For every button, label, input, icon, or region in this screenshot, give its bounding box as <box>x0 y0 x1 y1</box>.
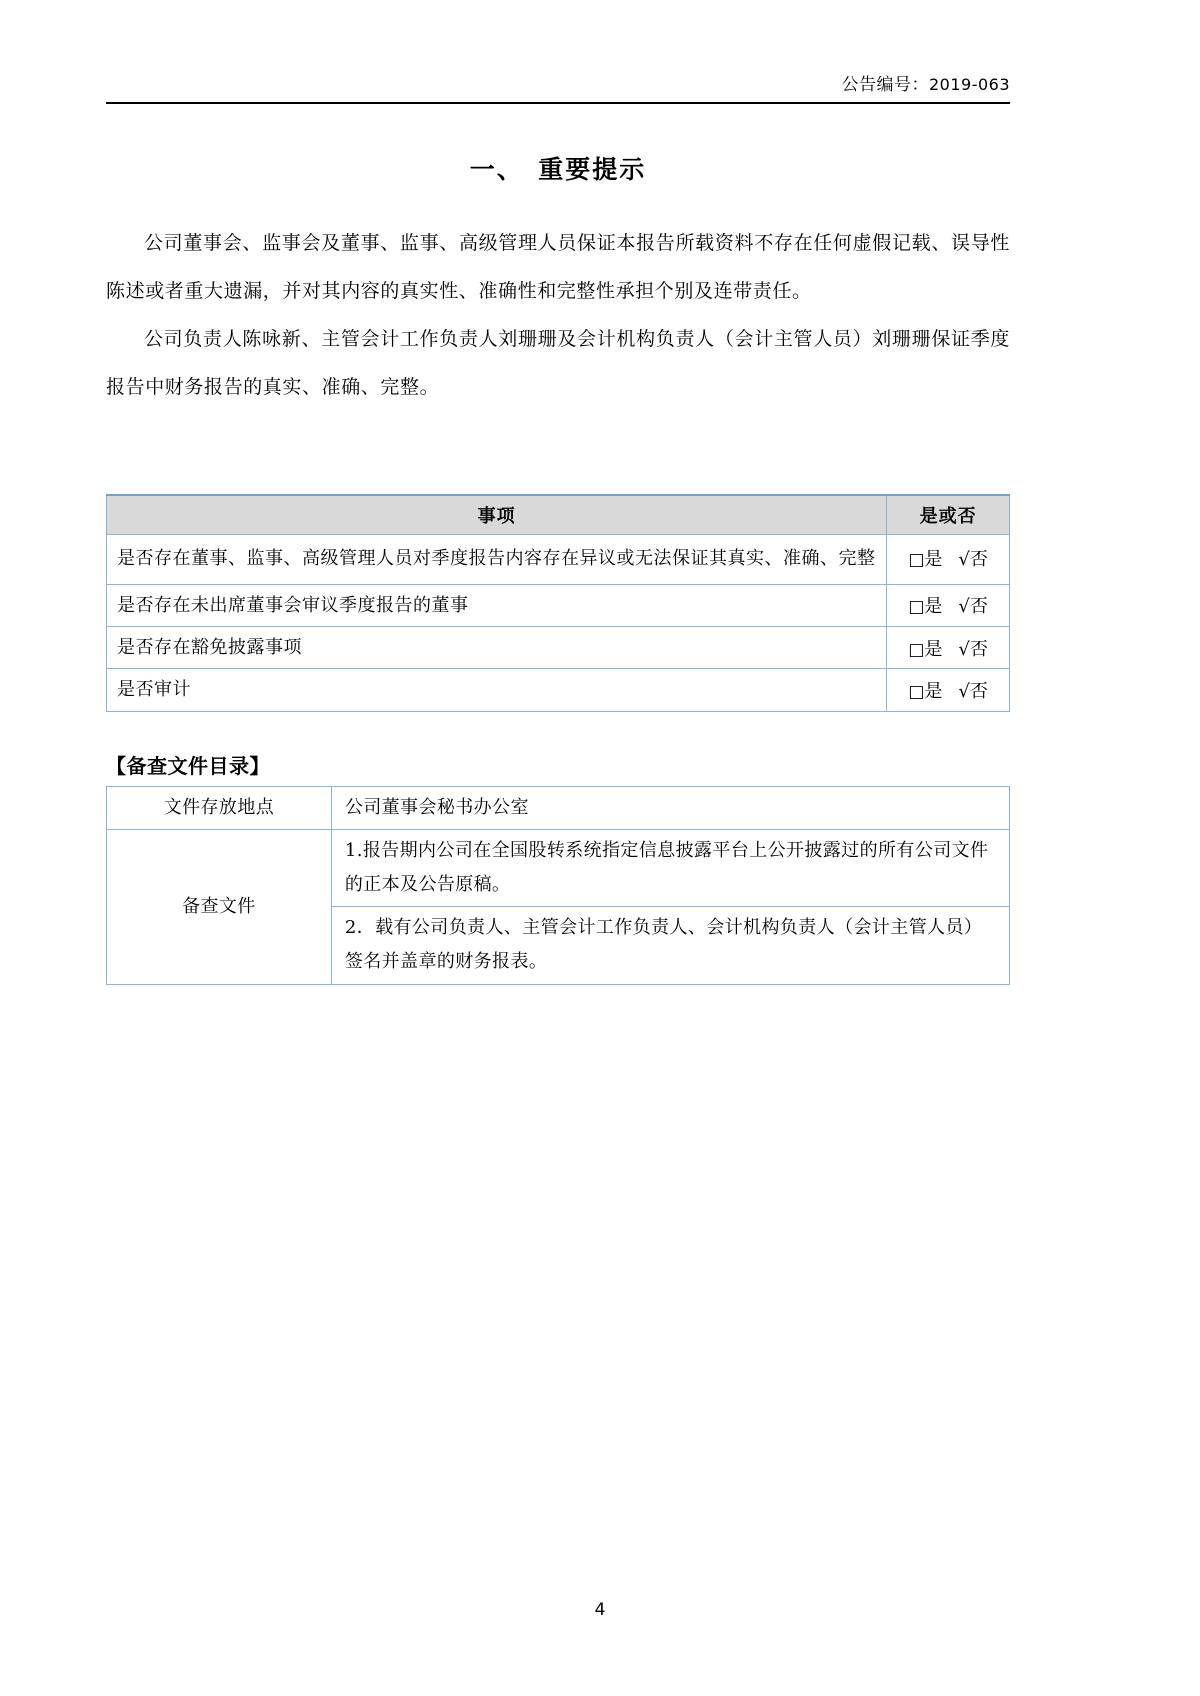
yes-label: 是 <box>924 681 943 703</box>
matter-item: 是否存在未出席董事会审议季度报告的董事 <box>107 584 887 626</box>
files-label: 备查文件 <box>107 829 332 984</box>
location-value: 公司董事会秘书办公室 <box>331 786 1009 829</box>
no-label: 否 <box>969 638 988 660</box>
doc-number: 2019-063 <box>928 75 1010 94</box>
table-row <box>107 669 1010 711</box>
checkbox-unchecked-icon: □ <box>908 550 925 571</box>
paragraph-guarantee: 公司董事会、监事会及董事、监事、高级管理人员保证本报告所载资料不存在任何虚假记载、误导性陈述或者重大遗漏，并对其内容的真实性、准确性和完整性承担个别及连带责任。 <box>106 232 1010 302</box>
checkbox-unchecked-icon: □ <box>908 639 925 660</box>
matter-item: 是否审计 <box>107 669 887 711</box>
no-label: 否 <box>969 549 988 571</box>
matters-table-header-row <box>107 495 1010 535</box>
yes-label: 是 <box>924 638 943 660</box>
paragraph-responsible-persons: 公司负责人陈咏新、主管会计工作负责人刘珊珊及会计机构负责人（会计主管人员）刘珊珊保证季度报告中财务报告的真实、准确、完整。 <box>106 327 1010 398</box>
matter-item: 是否存在豁免披露事项 <box>107 627 887 669</box>
answer-cell <box>887 627 1010 669</box>
matter-item: 是否存在董事、监事、高级管理人员对季度报告内容存在异议或无法保证其真实、准确、完整 <box>107 534 887 584</box>
checkmark-icon: √ <box>958 681 970 703</box>
column-header-answer: 是或否 <box>887 495 1010 535</box>
body-text <box>106 220 1010 412</box>
page-number: 4 <box>594 1600 606 1620</box>
table-row <box>107 627 1010 669</box>
answer-cell <box>887 669 1010 711</box>
doc-number-label: 公告编号： <box>841 75 929 95</box>
doc-header <box>106 70 1010 104</box>
location-label: 文件存放地点 <box>107 786 332 829</box>
reference-files-table <box>106 786 1010 985</box>
yes-label: 是 <box>924 596 943 618</box>
table-row <box>107 534 1010 584</box>
table-row <box>107 786 1010 829</box>
checkmark-icon: √ <box>958 638 970 660</box>
page-title: 一、 重要提示 <box>469 155 647 184</box>
matters-table <box>106 494 1010 712</box>
checkbox-unchecked-icon: □ <box>908 597 925 618</box>
file-item: 1.报告期内公司在全国股转系统指定信息披露平台上公开披露过的所有公司文件的正本及公告原稿。 <box>331 829 1009 906</box>
answer-cell <box>887 584 1010 626</box>
no-label: 否 <box>969 596 988 618</box>
table-row <box>107 584 1010 626</box>
reference-files-heading: 【备查文件目录】 <box>106 753 270 778</box>
checkbox-unchecked-icon: □ <box>908 682 925 703</box>
yes-label: 是 <box>924 549 943 571</box>
column-header-item: 事项 <box>107 495 887 535</box>
checkmark-icon: √ <box>958 549 970 571</box>
table-row <box>107 829 1010 906</box>
answer-cell <box>887 534 1010 584</box>
checkmark-icon: √ <box>958 596 970 618</box>
file-item: 2．载有公司负责人、主管会计工作负责人、会计机构负责人（会计主管人员）签名并盖章的财务报表。 <box>331 907 1009 984</box>
no-label: 否 <box>969 681 988 703</box>
